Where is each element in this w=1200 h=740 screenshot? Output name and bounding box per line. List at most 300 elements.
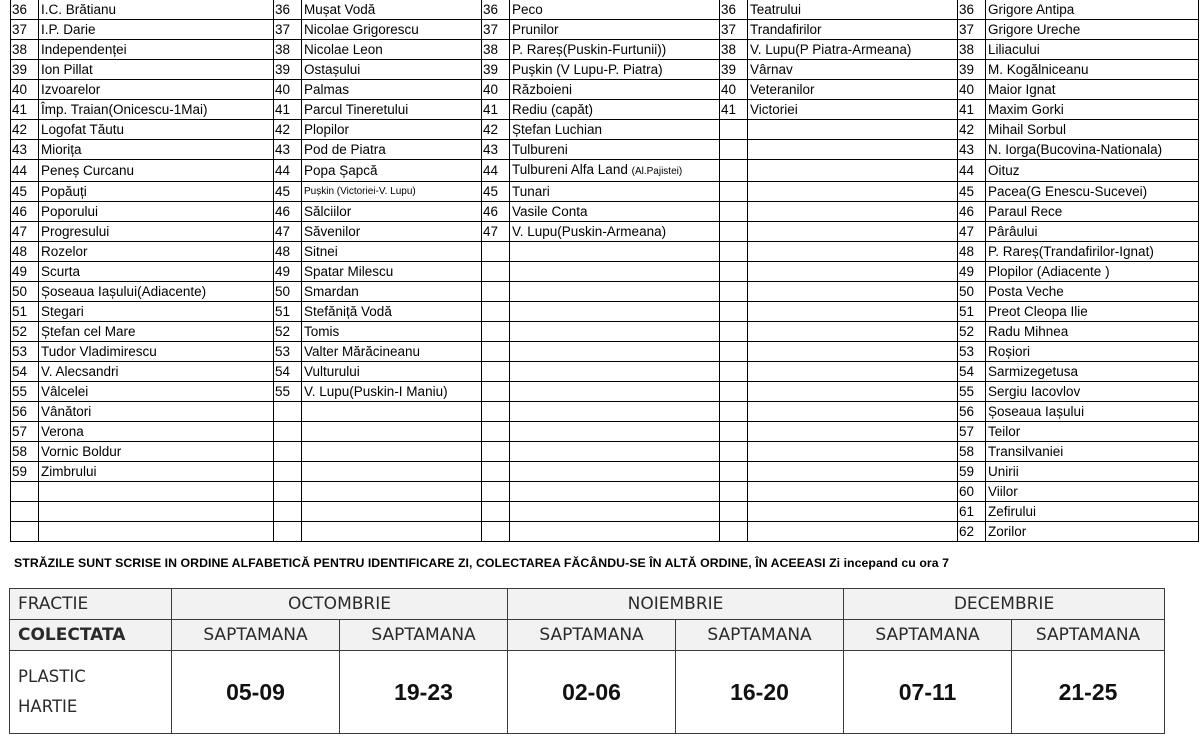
street-name-text: Viilor	[988, 484, 1018, 499]
street-number	[11, 482, 39, 502]
street-number: 41	[274, 100, 302, 120]
street-name	[510, 222, 720, 242]
street-name	[39, 20, 274, 40]
street-name-text: Sălciilor	[304, 204, 352, 219]
week-range-cell: 05-09	[172, 651, 340, 734]
street-sub-note: (Al.Pajistei)	[631, 166, 683, 177]
street-number: 56	[958, 402, 986, 422]
street-name	[986, 222, 1199, 242]
street-number: 51	[274, 302, 302, 322]
street-row	[11, 0, 1199, 20]
month-header-october: OCTOMBRIE	[172, 589, 508, 620]
street-name-text: Transilvaniei	[988, 444, 1064, 459]
street-number: 49	[958, 262, 986, 282]
street-number	[482, 242, 510, 262]
street-number: 49	[274, 262, 302, 282]
street-number	[482, 302, 510, 322]
street-number: 47	[482, 222, 510, 242]
street-number: 57	[958, 422, 986, 442]
street-name-text: Spatar Milescu	[304, 264, 394, 279]
street-name	[302, 0, 482, 20]
street-name-text: Pod de Piatra	[304, 142, 386, 157]
street-number: 46	[11, 202, 39, 222]
street-name-text: Radu Mihnea	[988, 324, 1069, 339]
street-name	[510, 20, 720, 40]
street-name	[748, 402, 958, 422]
street-name	[986, 60, 1199, 80]
street-number	[274, 482, 302, 502]
street-name	[302, 422, 482, 442]
street-name-text: Tulbureni Alfa Land	[512, 162, 628, 177]
street-number: 36	[720, 0, 748, 20]
street-number: 40	[958, 80, 986, 100]
street-number	[482, 502, 510, 522]
street-name	[986, 100, 1199, 120]
street-name-text: Vulturului	[304, 364, 360, 379]
street-name	[986, 0, 1199, 20]
street-name	[510, 402, 720, 422]
street-number: 36	[482, 0, 510, 20]
street-name-text: Nicolae Grigorescu	[304, 22, 419, 37]
street-number	[720, 202, 748, 222]
street-name	[748, 322, 958, 342]
street-name	[510, 202, 720, 222]
street-name	[748, 40, 958, 60]
street-name-text: Mușat Vodă	[304, 2, 376, 17]
street-list-table	[10, 0, 1199, 542]
street-name	[510, 322, 720, 342]
street-name	[986, 140, 1199, 160]
street-name	[39, 462, 274, 482]
street-name	[986, 442, 1199, 462]
street-number	[720, 242, 748, 262]
street-number: 46	[274, 202, 302, 222]
street-number	[482, 382, 510, 402]
street-name	[302, 282, 482, 302]
street-name	[748, 262, 958, 282]
street-name	[39, 382, 274, 402]
street-number	[11, 502, 39, 522]
street-row	[11, 522, 1199, 542]
street-number	[720, 120, 748, 140]
street-number	[482, 262, 510, 282]
street-name	[39, 120, 274, 140]
street-number	[720, 522, 748, 542]
street-number: 42	[958, 120, 986, 140]
street-name	[39, 182, 274, 202]
street-number: 47	[274, 222, 302, 242]
street-name	[39, 80, 274, 100]
street-number	[720, 302, 748, 322]
street-name-text: Vornic Boldur	[41, 444, 122, 459]
street-number	[720, 160, 748, 182]
street-name	[510, 502, 720, 522]
street-row	[11, 40, 1199, 60]
week-range-cell: 07-11	[844, 651, 1012, 734]
street-name	[39, 282, 274, 302]
street-name-text: Logofat Tăutu	[41, 122, 125, 137]
street-name	[748, 80, 958, 100]
street-number	[274, 502, 302, 522]
street-name	[302, 302, 482, 322]
week-header: SAPTAMANA	[508, 620, 676, 651]
street-number: 39	[274, 60, 302, 80]
street-name-text: Mihail Sorbul	[988, 122, 1067, 137]
street-name-text: N. Iorga(Bucovina-Nationala)	[988, 142, 1163, 157]
street-name	[510, 242, 720, 262]
street-name-text: Războieni	[512, 82, 573, 97]
street-number: 54	[11, 362, 39, 382]
street-name	[748, 202, 958, 222]
fraction-types	[10, 651, 172, 734]
street-name-text: Trandafirilor	[750, 22, 822, 37]
street-number: 58	[11, 442, 39, 462]
street-name-text: Zorilor	[988, 524, 1027, 539]
street-name-text: Teilor	[988, 424, 1021, 439]
street-name-text: Sarmizegetusa	[988, 364, 1079, 379]
street-row	[11, 202, 1199, 222]
street-number	[720, 382, 748, 402]
street-number: 38	[720, 40, 748, 60]
street-number	[720, 402, 748, 422]
street-name	[748, 0, 958, 20]
street-number	[11, 522, 39, 542]
street-number: 54	[958, 362, 986, 382]
street-number	[720, 222, 748, 242]
street-number: 38	[274, 40, 302, 60]
street-name	[510, 262, 720, 282]
street-name	[39, 222, 274, 242]
street-name	[986, 202, 1199, 222]
street-row	[11, 222, 1199, 242]
street-name	[39, 160, 274, 182]
street-number: 41	[720, 100, 748, 120]
street-name	[510, 342, 720, 362]
street-name	[510, 40, 720, 60]
street-name	[302, 222, 482, 242]
street-name	[302, 502, 482, 522]
street-name	[510, 182, 720, 202]
week-header: SAPTAMANA	[676, 620, 844, 651]
street-name-text: Unirii	[988, 464, 1019, 479]
street-number: 55	[274, 382, 302, 402]
street-number	[720, 362, 748, 382]
street-name-text: Peneș Curcanu	[41, 163, 135, 178]
street-name-text: Oituz	[988, 163, 1020, 178]
street-name	[510, 160, 720, 182]
street-name-text: Smardan	[304, 284, 359, 299]
street-number: 41	[482, 100, 510, 120]
street-name-text: I.C. Brătianu	[41, 2, 117, 17]
street-name-text: Săvenilor	[304, 224, 361, 239]
street-number	[482, 362, 510, 382]
street-number: 40	[11, 80, 39, 100]
street-name-text: Pușkin (Victoriei-V. Lupu)	[304, 186, 416, 197]
street-number: 41	[11, 100, 39, 120]
street-name	[748, 100, 958, 120]
street-name-text: Paraul Rece	[988, 204, 1063, 219]
street-number: 58	[958, 442, 986, 462]
street-name-text: Zimbrului	[41, 464, 97, 479]
street-name-text: Zefirului	[988, 504, 1037, 519]
street-name	[39, 522, 274, 542]
street-name	[39, 100, 274, 120]
street-number	[482, 422, 510, 442]
street-name-text: Grigore Antipa	[988, 2, 1075, 17]
street-name	[39, 40, 274, 60]
street-name	[302, 100, 482, 120]
street-name	[39, 362, 274, 382]
street-name-text: Vânători	[41, 404, 92, 419]
street-name	[302, 262, 482, 282]
street-name	[986, 80, 1199, 100]
street-name-text: Grigore Ureche	[988, 22, 1081, 37]
street-name-text: M. Kogălniceanu	[988, 62, 1089, 77]
street-name-text: Stefăniță Vodă	[304, 304, 392, 319]
collection-order-note: STRĂZILE SUNT SCRISE IN ORDINE ALFABETICĂ PENTRU IDENTIFICARE ZI, COLECTAREA FĂCÂNDU-SE ÎN ALTĂ ORDINE, ÎN ACEEASI Zi incepand cu ora 7	[14, 556, 949, 570]
week-range-cell: 21-25	[1012, 651, 1165, 734]
street-name	[39, 262, 274, 282]
street-name-text: Tulbureni	[512, 142, 568, 157]
street-number: 43	[958, 140, 986, 160]
street-number	[720, 482, 748, 502]
street-name	[39, 402, 274, 422]
street-number	[482, 402, 510, 422]
street-row	[11, 160, 1199, 182]
street-number: 43	[274, 140, 302, 160]
street-row	[11, 242, 1199, 262]
collected-header: COLECTATA	[10, 620, 172, 651]
street-row	[11, 140, 1199, 160]
street-number: 52	[958, 322, 986, 342]
street-number: 40	[720, 80, 748, 100]
street-name	[986, 322, 1199, 342]
street-number: 40	[482, 80, 510, 100]
street-number	[720, 462, 748, 482]
street-number: 53	[11, 342, 39, 362]
street-number: 45	[274, 182, 302, 202]
street-number: 50	[958, 282, 986, 302]
street-number: 45	[11, 182, 39, 202]
street-number: 53	[274, 342, 302, 362]
street-name-text: Tomis	[304, 324, 340, 339]
street-name-text: Roșiori	[988, 344, 1031, 359]
fraction-plastic: PLASTIC	[18, 667, 86, 686]
street-name	[986, 402, 1199, 422]
week-range-cell: 19-23	[340, 651, 508, 734]
street-number: 39	[720, 60, 748, 80]
street-name	[510, 382, 720, 402]
street-name-text: V. Lupu(P Piatra-Armeana)	[750, 42, 912, 57]
street-name	[302, 462, 482, 482]
street-row	[11, 262, 1199, 282]
street-number: 59	[11, 462, 39, 482]
street-name	[302, 140, 482, 160]
street-name	[302, 40, 482, 60]
street-number	[720, 182, 748, 202]
street-number: 48	[274, 242, 302, 262]
street-number: 55	[11, 382, 39, 402]
street-name	[510, 522, 720, 542]
street-name	[986, 242, 1199, 262]
street-name	[302, 482, 482, 502]
fraction-header: FRACTIE	[10, 589, 172, 620]
street-name-text: Valter Mărăcineanu	[304, 344, 421, 359]
street-number: 39	[482, 60, 510, 80]
street-name-text: Tunari	[512, 184, 550, 199]
street-name-text: V. Lupu(Puskin-Armeana)	[512, 224, 667, 239]
street-row	[11, 120, 1199, 140]
street-row	[11, 60, 1199, 80]
street-name	[748, 462, 958, 482]
street-name	[510, 100, 720, 120]
street-number: 45	[958, 182, 986, 202]
month-header-november: NOIEMBRIE	[508, 589, 844, 620]
street-name-text: Veteranilor	[750, 82, 815, 97]
street-name	[510, 462, 720, 482]
street-number: 51	[11, 302, 39, 322]
street-number: 53	[958, 342, 986, 362]
street-number: 38	[958, 40, 986, 60]
street-number: 62	[958, 522, 986, 542]
street-name-text: Teatrului	[750, 2, 802, 17]
street-name-text: Pacea(G Enescu-Sucevei)	[988, 184, 1148, 199]
street-name	[39, 140, 274, 160]
street-name	[748, 482, 958, 502]
street-name-text: Palmas	[304, 82, 350, 97]
street-name-text: Popa Șapcă	[304, 163, 378, 178]
street-number: 57	[11, 422, 39, 442]
street-name	[986, 20, 1199, 40]
street-name	[748, 522, 958, 542]
street-name-text: P. Rareș(Trandafirilor-Ignat)	[988, 244, 1154, 259]
street-name-text: Poporului	[41, 204, 99, 219]
street-name-text: Tudor Vladimirescu	[41, 344, 157, 359]
street-number	[720, 140, 748, 160]
street-row	[11, 422, 1199, 442]
street-number: 52	[11, 322, 39, 342]
street-name	[510, 282, 720, 302]
street-name	[748, 120, 958, 140]
street-name	[302, 202, 482, 222]
street-name-text: Parcul Tineretului	[304, 102, 409, 117]
street-row	[11, 322, 1199, 342]
street-name	[39, 0, 274, 20]
street-number: 37	[11, 20, 39, 40]
street-name-text: Preot Cleopa Ilie	[988, 304, 1088, 319]
street-number	[482, 342, 510, 362]
street-name	[986, 182, 1199, 202]
street-row	[11, 502, 1199, 522]
street-number: 41	[958, 100, 986, 120]
street-name	[510, 60, 720, 80]
street-number: 45	[482, 182, 510, 202]
street-number: 48	[958, 242, 986, 262]
street-number	[720, 282, 748, 302]
street-name	[748, 140, 958, 160]
street-number: 50	[11, 282, 39, 302]
street-number: 56	[11, 402, 39, 422]
street-name	[39, 342, 274, 362]
street-name	[986, 342, 1199, 362]
street-number: 44	[274, 160, 302, 182]
street-name	[986, 40, 1199, 60]
street-number: 39	[11, 60, 39, 80]
street-number: 50	[274, 282, 302, 302]
street-name-text: Nicolae Leon	[304, 42, 383, 57]
street-name	[302, 80, 482, 100]
street-number: 42	[274, 120, 302, 140]
street-number: 52	[274, 322, 302, 342]
street-number: 51	[958, 302, 986, 322]
street-name	[39, 482, 274, 502]
street-number	[720, 322, 748, 342]
street-number: 47	[958, 222, 986, 242]
street-number	[482, 482, 510, 502]
street-name-text: Progresului	[41, 224, 110, 239]
street-name-text: Verona	[41, 424, 84, 439]
street-name	[748, 302, 958, 322]
street-row	[11, 100, 1199, 120]
street-name-text: Ion Pillat	[41, 62, 93, 77]
street-name-text: Prunilor	[512, 22, 559, 37]
street-name	[986, 482, 1199, 502]
street-name	[302, 442, 482, 462]
street-name	[510, 302, 720, 322]
street-name-text: Pușkin (V Lupu-P. Piatra)	[512, 62, 663, 77]
street-name-text: Rozelor	[41, 244, 88, 259]
street-name-text: Ștefan cel Mare	[41, 324, 136, 339]
week-range-cell: 02-06	[508, 651, 676, 734]
street-number: 54	[274, 362, 302, 382]
street-number	[274, 442, 302, 462]
fraction-paper: HARTIE	[18, 697, 78, 716]
street-number	[720, 422, 748, 442]
street-name	[302, 20, 482, 40]
street-name	[986, 262, 1199, 282]
street-name	[986, 362, 1199, 382]
street-number: 38	[11, 40, 39, 60]
street-number	[274, 402, 302, 422]
street-number	[482, 522, 510, 542]
street-number	[720, 442, 748, 462]
street-number	[274, 462, 302, 482]
street-name	[748, 362, 958, 382]
street-name	[510, 80, 720, 100]
street-number: 43	[11, 140, 39, 160]
week-header: SAPTAMANA	[1012, 620, 1165, 651]
street-name-text: I.P. Darie	[41, 22, 96, 37]
street-name	[302, 382, 482, 402]
street-number: 36	[958, 0, 986, 20]
street-name	[39, 202, 274, 222]
street-name-text: Pârâului	[988, 224, 1038, 239]
street-number: 42	[482, 120, 510, 140]
street-row	[11, 442, 1199, 462]
street-name	[986, 282, 1199, 302]
street-number: 39	[958, 60, 986, 80]
month-header-december: DECEMBRIE	[844, 589, 1165, 620]
street-name-text: V. Lupu(Puskin-I Maniu)	[304, 384, 448, 399]
street-name	[748, 222, 958, 242]
street-row	[11, 80, 1199, 100]
street-name	[510, 140, 720, 160]
street-name-text: Sergiu Iacovlov	[988, 384, 1081, 399]
street-number: 46	[482, 202, 510, 222]
street-name-text: Ostașului	[304, 62, 361, 77]
street-number: 43	[482, 140, 510, 160]
week-header: SAPTAMANA	[340, 620, 508, 651]
